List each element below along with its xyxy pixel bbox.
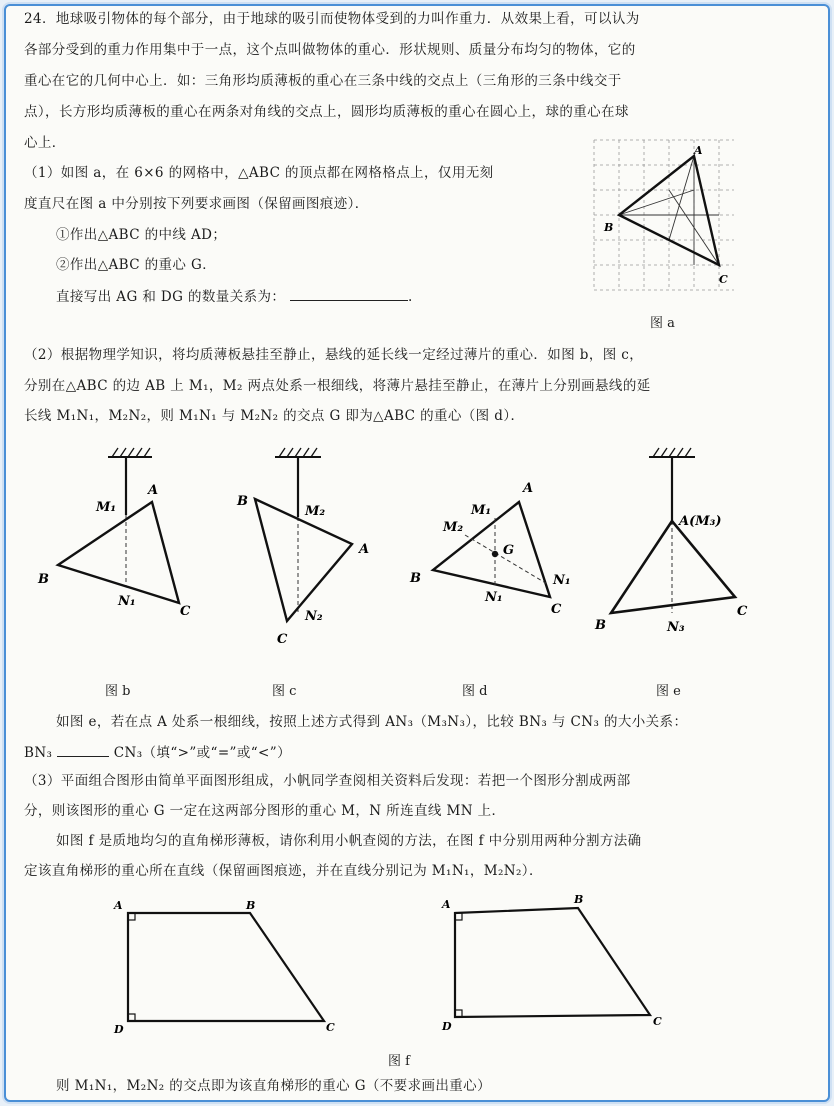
part2-line-5 [24,743,291,763]
fig-f1-label-c: C [326,1021,335,1034]
fig-f2-label-c: C [653,1015,662,1028]
fig-d-label-m2: M₂ [443,520,464,535]
fig-d-label-c: C [551,602,562,617]
fig-f1-label-d: D [114,1023,124,1036]
intro-line-1: 24．地球吸引物体的每个部分，由于地球的吸引而使物体受到的力叫作重力．从效果上看，可以认为 [24,11,640,27]
part1-q3-end: . [408,289,413,305]
part1-line-2: 度直尺在图 a 中分别按下列要求画图（保留画图痕迹）． [24,196,369,212]
part1-question-1: ①作出△ABC 的中线 AD； [56,227,227,243]
fig-d-label-m1: M₁ [471,503,492,518]
answer-blank-ag-dg[interactable] [290,287,408,301]
fig-f2-label-a: A [442,898,451,911]
fig-e-label-n3: N₃ [667,620,685,635]
fig-c-label-b: B [237,494,248,509]
part3-line-1: （3）平面组合图形由简单平面图形组成，小帆同学查阅相关资料后发现：若把一个图形分割成两部 [24,773,631,789]
trapezoid-right [455,908,650,1017]
figure-d [405,470,585,620]
fig-d-label-n1: N₁ [485,590,503,605]
caption-figure-a: 图 a [650,316,675,331]
fig-b-hatch [112,448,150,457]
fig-d-triangle [433,502,550,597]
part2-bn3: BN₃ [24,745,53,761]
fig-d-label-a: A [523,481,534,496]
caption-figure-b: 图 b [105,684,131,699]
fig-c-label-c: C [277,632,288,645]
fig-e-label-am3: A(M₃) [679,514,722,529]
intro-line-5: 心上． [24,135,66,151]
part3-line-5: 则 M₁N₁，M₂N₂ 的交点即为该直角梯形的重心 G（不要求画出重心） [56,1078,491,1094]
figure-f-left [110,895,360,1040]
fig-c-label-n2: N₂ [305,609,323,624]
fig-b-label-c: C [180,604,191,619]
caption-figure-e: 图 e [656,684,681,699]
fig-f1-label-a: A [114,899,123,912]
centroid-point [492,551,498,557]
trapezoid-left [128,913,324,1021]
fig-a-label-c: C [719,273,728,286]
figure-f-right [440,890,690,1035]
part3-line-2: 分，则该图形的重心 G 一定在这两部分图形的重心 M，N 所连直线 MN 上． [24,803,506,819]
intro-line-4: 点），长方形均质薄板的重心在两条对角线的交点上，圆形均质薄板的重心在圆心上，球的重心在球 [24,104,629,120]
fig-e-label-b: B [595,618,606,633]
answer-blank-compare[interactable] [57,743,109,757]
caption-figure-d: 图 d [462,684,488,699]
part2-line-4: 如图 e，若在点 A 处系一根细线，按照上述方式得到 AN₃（M₃N₃），比较 BN₃ 与 CN₃ 的大小关系： [56,714,688,730]
part1-line-1: （1）如图 a，在 6×6 的网格中，△ABC 的顶点都在网格格点上，仅用无刻 [24,165,494,181]
fig-b-label-b: B [38,572,49,587]
fig-e-hatch [653,448,691,457]
fig-d-label-g: G [503,543,515,558]
part3-line-4: 定该直角梯形的重心所在直线（保留画图痕迹，并在直线分别记为 M₁N₁，M₂N₂）． [24,863,543,879]
part2-line-3: 长线 M₁N₁，M₂N₂，则 M₁N₁ 与 M₂N₂ 的交点 G 即为△ABC 的重心（图 d）． [24,408,525,424]
figure-a [590,138,740,298]
fig-c-label-a: A [359,542,370,557]
part1-question-2: ②作出△ABC 的重心 G． [56,257,217,273]
fig-e-triangle [611,521,735,613]
part2-cn3: CN₃（填“>”或“=”或“<”） [113,745,291,761]
intro-line-3: 重心在它的几何中心上．如：三角形均质薄板的重心在三条中线的交点上（三角形的三条中线交于 [24,73,622,89]
caption-figure-f: 图 f [388,1054,410,1069]
fig-c-label-m2: M₂ [305,504,326,519]
fig-b-label-a: A [148,483,159,498]
fig-b-triangle [58,502,179,603]
fig-b-label-n1: N₁ [118,594,136,609]
caption-figure-c: 图 c [272,684,297,699]
part1-q3-text: 直接写出 AG 和 DG 的数量关系为： [56,289,286,305]
figure-c [225,445,375,645]
fig-a-label-a: A [694,144,703,157]
part1-question-3 [56,287,413,307]
figure-e [585,445,765,635]
part2-line-1: （2）根据物理学知识，将均质薄板悬挂至静止，悬线的延长线一定经过薄片的重心．如图 b，图 c， [24,347,644,363]
fig-e-label-c: C [737,604,748,619]
fig-b-label-m1: M₁ [96,500,117,515]
figure-b [30,445,200,625]
fig-c-hatch [279,448,317,457]
part3-line-3: 如图 f 是质地均匀的直角梯形薄板，请你利用小帆查阅的方法，在图 f 中分别用两种分割方法确 [56,833,642,849]
fig-d-label-b: B [410,571,421,586]
fig-c-triangle [255,499,352,621]
fig-f1-label-b: B [246,899,256,912]
part2-line-2: 分别在△ABC 的边 AB 上 M₁，M₂ 两点处系一根细线，将薄片悬挂至静止，在薄片上分别画悬线的延 [24,378,651,394]
fig-a-label-b: B [604,221,614,234]
fig-f2-label-b: B [574,893,584,906]
intro-line-2: 各部分受到的重力作用集中于一点，这个点叫做物体的重心．形状规则、质量分布均匀的物体，它的 [24,42,636,58]
fig-f2-label-d: D [442,1020,452,1033]
fig-d-label-n1-right: N₁ [553,573,571,588]
